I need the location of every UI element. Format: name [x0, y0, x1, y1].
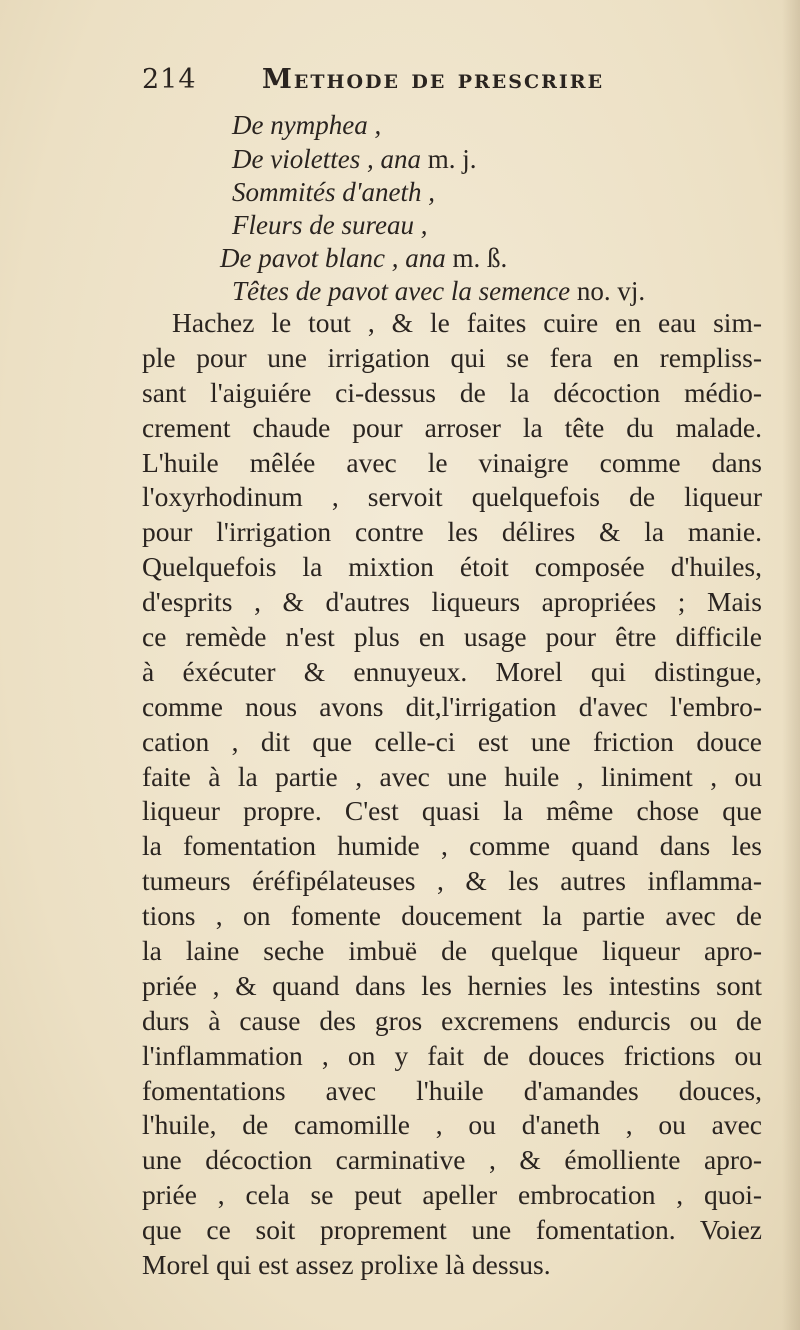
text-line: Quelquefois la mixtion étoit composée d'huiles,	[142, 551, 762, 583]
text-line: une décoction carminative , & émolliente apro-	[142, 1144, 762, 1176]
recipe-ingredient: Têtes de pavot avec la semence	[232, 276, 571, 306]
recipe-line	[220, 243, 507, 274]
text-line: tumeurs éréfipélateuses , & les autres inflamma-	[142, 865, 762, 897]
text-line: cation , dit que celle-ci est une friction douce	[142, 725, 762, 757]
text-line: priée , & quand dans les hernies les intestins sont	[142, 969, 762, 1001]
text-line: l'oxyrhodinum , servoit quelquefois de liqueur	[142, 481, 762, 513]
text-line: à éxécuter & ennuyeux. Morel qui distingue,	[142, 655, 762, 687]
text-line: la laine seche imbuë de quelque liqueur apro-	[142, 935, 762, 967]
text-line: crement chaude pour arroser la tête du malade.	[142, 411, 762, 443]
recipe-line	[232, 177, 435, 208]
recipe-line	[232, 210, 427, 241]
recipe-ingredient: De nymphea ,	[232, 110, 382, 140]
text-line: ple pour une irrigation qui se fera en rempliss-	[142, 341, 762, 373]
recipe-dose: m. j.	[420, 144, 477, 174]
text-line: la fomentation humide , comme quand dans les	[142, 830, 762, 862]
text-line: tions , on fomente doucement la partie avec de	[142, 900, 762, 932]
text-line: Morel qui est assez prolixe là dessus.	[142, 1249, 551, 1281]
recipe-line	[232, 110, 381, 141]
text-line: que ce soit proprement une fomentation. Voiez	[142, 1214, 762, 1246]
recipe-dose: m. ß.	[445, 243, 508, 273]
recipe-ingredient: De violettes , ana	[232, 144, 421, 174]
body-text	[142, 306, 762, 1283]
recipe-ingredient: Sommités d'aneth ,	[232, 177, 436, 207]
page-number: 214	[142, 64, 197, 95]
recipe-line	[232, 276, 645, 307]
recipe-dose: no. vj.	[570, 276, 646, 306]
recipe-ingredient: De pavot blanc , ana	[220, 243, 446, 273]
page-edge-shadow	[782, 0, 800, 1330]
text-line: durs à cause des gros excremens endurcis ou de	[142, 1004, 762, 1036]
text-line: l'huile, de camomille , ou d'aneth , ou avec	[142, 1109, 762, 1141]
text-line: fomentations avec l'huile d'amandes douces,	[142, 1074, 762, 1106]
running-title: Methode de prescrire	[262, 64, 605, 95]
text-line: L'huile mêlée avec le vinaigre comme dans	[142, 446, 762, 478]
text-line: faite à la partie , avec une huile , liniment , ou	[142, 760, 762, 792]
running-header	[142, 64, 662, 104]
text-line: Hachez le tout , & le faites cuire en eau sim-	[172, 307, 762, 338]
text-line: ce remède n'est plus en usage pour être difficile	[142, 621, 762, 653]
text-line: liqueur propre. C'est quasi la même chose que	[142, 795, 762, 827]
text-line: l'inflammation , on y fait de douces frictions ou	[142, 1039, 762, 1071]
recipe-ingredient: Fleurs de sureau ,	[232, 210, 428, 240]
text-line: comme nous avons dit,l'irrigation d'avec l'embro-	[142, 690, 762, 722]
text-line: pour l'irrigation contre les délires & la manie.	[142, 516, 762, 548]
recipe-line	[232, 144, 476, 175]
text-line: priée , cela se peut apeller embrocation , quoi-	[142, 1179, 762, 1211]
text-line: d'esprits , & d'autres liqueurs apropriées ; Mais	[142, 586, 762, 618]
text-line: sant l'aiguiére ci-dessus de la décoction médio-	[142, 376, 762, 408]
